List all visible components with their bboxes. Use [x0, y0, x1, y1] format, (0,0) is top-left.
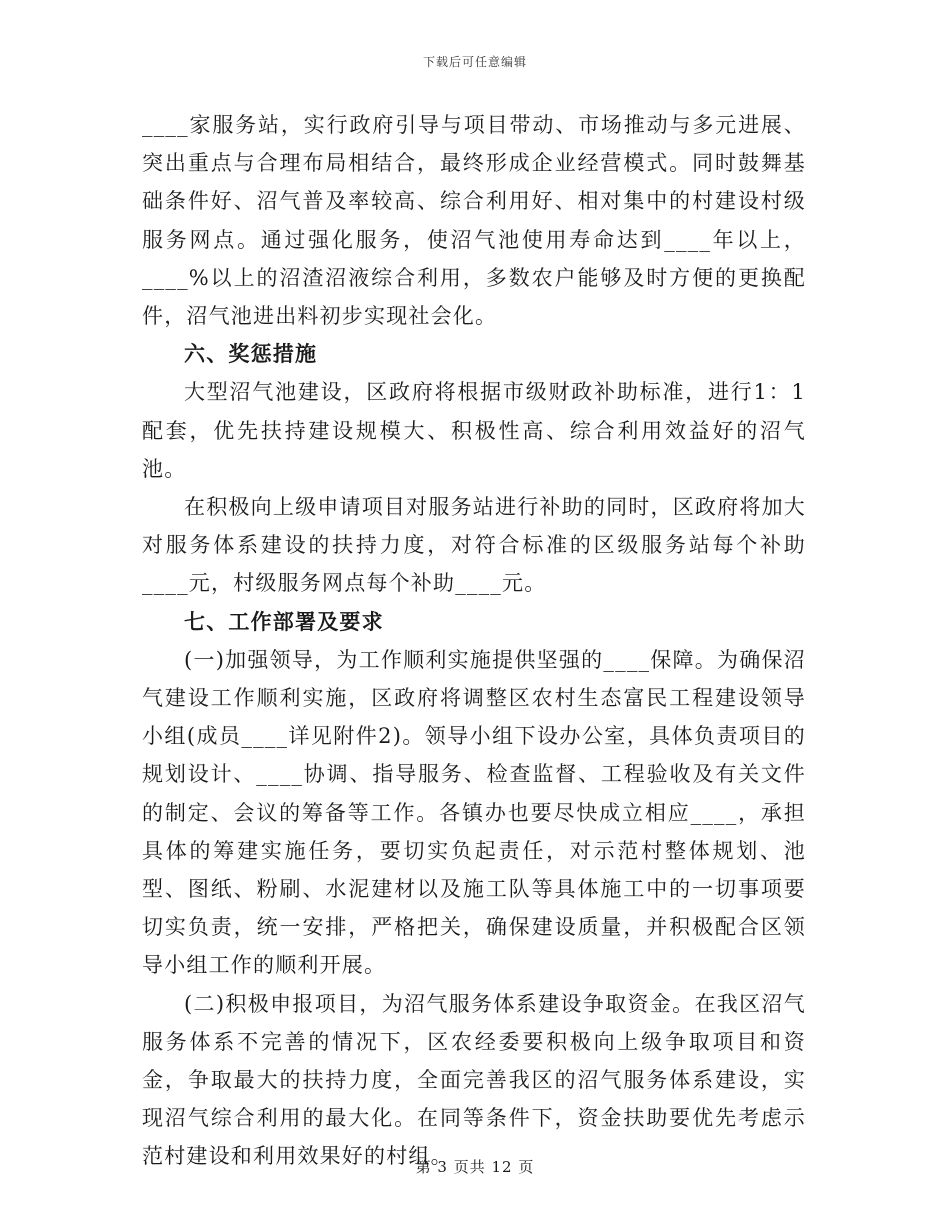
section-heading-7: 七、工作部署及要求 — [184, 608, 384, 634]
section-heading-6: 六、奖惩措施 — [184, 341, 318, 367]
paragraph-rewards-1: 大型沼气池建设，区政府将根据市级财政补助标准，进行1：1配套，优先扶持建设规模大、积极性高、综合利用效益好的沼气池。 — [142, 380, 806, 481]
page-footer: 第 3 页共 12 页 — [415, 1158, 535, 1176]
paragraph-work-1: (一)加强领导，为工作顺利实施提供坚强的____保障。为确保沼气建设工作顺利实施，区政府将调整区农村生态富民工程建设领导小组(成员____详见附件2)。领导小组下设办公室，具体负责项目的规划设计、____协调、指导服务、检查监督、工程验收及有关文件的制定、会议的筹备等工作。各镇办也要尽快成立相应____，承担具体的筹建实施任务，要切实负起责任，对示范村整体规划、池型、图纸、粉刷、水泥建材以及施工队等具体施工中的一切事项要切实负责，统一安排，严格把关，确保建设质量，并积极配合区领导小组工作的顺利开展。 — [142, 647, 806, 978]
paragraph-rewards-2: 在积极向上级申请项目对服务站进行补助的同时，区政府将加大对服务体系建设的扶持力度，对符合标准的区级服务站每个补助____元，村级服务网点每个补助____元。 — [142, 495, 806, 596]
paragraph-continuation: ____家服务站，实行政府引导与项目带动、市场推动与多元进展、突出重点与合理布局相结合，最终形成企业经营模式。同时鼓舞基础条件好、沼气普及率较高、综合利用好、相对集中的村建设村级服务网点。通过强化服务，使沼气池使用寿命达到____年以上，____%以上的沼渣沼液综合利用，多数农户能够及时方便的更换配件，沼气池进出料初步实现社会化。 — [142, 113, 806, 329]
paragraph-work-2: (二)积极申报项目，为沼气服务体系建设争取资金。在我区沼气服务体系不完善的情况下，区农经委要积极向上级争取项目和资金，争取最大的扶持力度，全面完善我区的沼气服务体系建设，实现沼气综合利用的最大化。在同等条件下，资金扶助要优先考虑示范村建设和利用效果好的村组。 — [142, 991, 806, 1169]
page-header: 下载后可任意编辑 — [422, 55, 527, 69]
document-body — [142, 106, 806, 1176]
